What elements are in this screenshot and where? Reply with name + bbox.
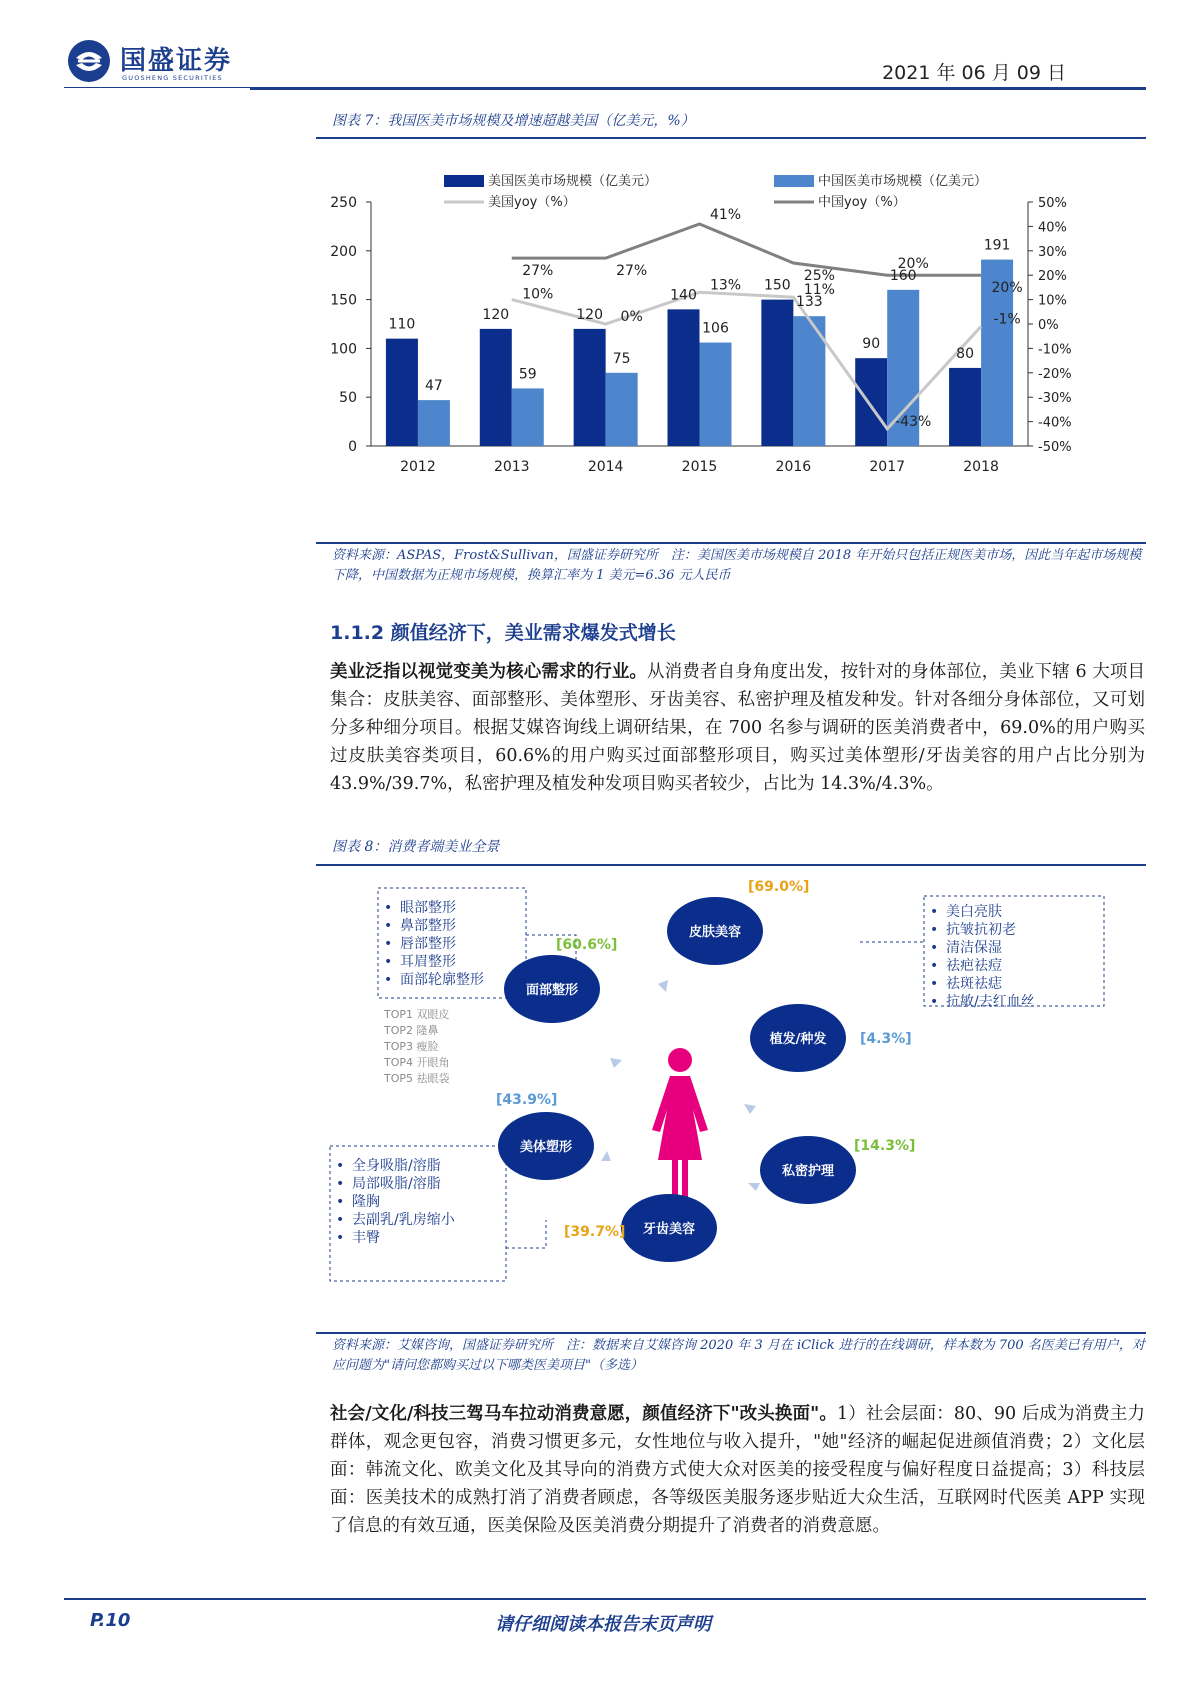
bar-label: 80 — [956, 345, 974, 362]
left-tick-label: 0 — [348, 439, 357, 455]
list-item: 丰臀 — [352, 1230, 380, 1246]
top-item: TOP3 瘦脸 — [384, 1040, 439, 1053]
bar-us — [480, 329, 512, 446]
header-rule-left — [64, 87, 250, 88]
list-bullet: • — [930, 904, 939, 920]
top-item: TOP1 双眼皮 — [384, 1008, 450, 1021]
beauty-industry-diagram — [318, 880, 1148, 1330]
arrow-icon — [744, 1104, 756, 1114]
list-bullet: • — [930, 922, 939, 938]
legend-label-us-yoy: 美国yoy（%） — [488, 195, 576, 210]
list-bullet: • — [384, 954, 393, 970]
line-label: -43% — [895, 413, 932, 430]
right-tick-label: 10% — [1038, 293, 1067, 309]
paragraph-1-body: 从消费者自身角度出发，按针对的身体部位，美业下辖 6 大项目集合：皮肤美容、面部整形、美体塑形、牙齿美容、私密护理及植发种发。针对各细分身体部位，又可划分多种细分项目。根据艾媒咨询线上调研结果，在 700 名参与调研的医美消费者中，69.0%的用户购买过皮肤美容类项目，60.6%的用户购买过面部整形项目，购买过美体塑形/牙齿美容的用户占比分别为 43.9%/39.7%，私密护理及植发种发项目购买者较少，占比为 14.3%/4.3%。 — [330, 662, 1145, 794]
list-item: 眼部整形 — [400, 900, 456, 916]
bar-label: 110 — [388, 316, 416, 333]
list-bullet: • — [384, 972, 393, 988]
list-item: 清洁保湿 — [946, 940, 1002, 956]
node-label: 牙齿美容 — [642, 1222, 696, 1237]
paragraph-2-lead: 社会/文化/科技三驾马车拉动消费意愿，颜值经济下"改头换面"。 — [330, 1404, 837, 1424]
bar-us — [761, 300, 793, 446]
bar-label: 90 — [862, 336, 881, 353]
section-heading: 1.1.2 颜值经济下，美业需求爆发式增长 — [330, 622, 676, 644]
left-tick-label: 200 — [330, 243, 357, 260]
bar-us — [949, 368, 981, 446]
logo-mark-icon — [66, 38, 112, 84]
right-tick-label: 0% — [1038, 318, 1059, 333]
node-label: 美体塑形 — [519, 1140, 573, 1155]
list-bullet: • — [930, 976, 939, 992]
list-item: 局部吸脂/溶脂 — [352, 1176, 441, 1192]
line-label: 11% — [803, 282, 835, 299]
bar-label: 160 — [889, 267, 917, 284]
node-label: 私密护理 — [781, 1164, 835, 1179]
header-rule — [250, 87, 1146, 90]
line-label: 25% — [803, 268, 835, 284]
line-label: 10% — [522, 286, 554, 303]
bar-label: 75 — [612, 350, 631, 367]
top-item: TOP4 开眼角 — [384, 1056, 450, 1069]
figure8-caption: 图表 8：消费者端美业全景 — [332, 839, 500, 855]
chart-legend — [444, 173, 987, 210]
line-label: 0% — [620, 309, 643, 325]
figure7-top-rule — [316, 137, 1146, 139]
bar-label: 140 — [670, 287, 697, 304]
list-bullet: • — [336, 1230, 345, 1246]
body-items-list — [336, 1157, 456, 1246]
logo-name: 国盛证券 — [120, 46, 233, 76]
list-bullet: • — [930, 958, 939, 974]
bar-label: 120 — [576, 306, 604, 323]
skin-items-list — [930, 903, 1035, 1010]
bar-label: 47 — [425, 378, 443, 395]
bar-label: 191 — [983, 237, 1011, 254]
list-bullet: • — [336, 1212, 345, 1228]
x-tick-label: 2018 — [963, 459, 999, 475]
node-label: 面部整形 — [525, 983, 579, 998]
body-connector — [506, 1220, 546, 1248]
paragraph-1-lead: 美业泛指以视觉变美为核心需求的行业。 — [330, 662, 648, 682]
bar-label: 133 — [795, 294, 823, 311]
list-bullet: • — [336, 1158, 345, 1174]
list-item: 美白亮肤 — [946, 904, 1002, 920]
x-tick-label: 2014 — [587, 459, 624, 475]
node-percent: [39.7%] — [564, 1224, 626, 1240]
bar-label: 59 — [518, 366, 537, 383]
right-tick-label: -10% — [1038, 342, 1072, 358]
left-tick-label: 50 — [339, 390, 357, 407]
right-tick-label: 30% — [1038, 244, 1067, 260]
figure7-source: 资料来源：ASPAS，Frost&Sullivan，国盛证券研究所 注：美国医美市场规模自 2018 年开始只包括正规医美市场，因此当年起市场规模下降，中国数据为正规市场规模，换算汇率为 1 美元=6.36 元人民币 — [332, 548, 1142, 583]
figure8-bottom-rule — [316, 1332, 1146, 1334]
line-label: 41% — [709, 206, 742, 223]
line-label: 20% — [897, 256, 929, 273]
list-item: 隆胸 — [352, 1194, 380, 1210]
arrow-icon — [748, 1183, 760, 1191]
bar-us — [855, 358, 887, 446]
left-tick-label: 100 — [330, 341, 357, 358]
list-item: 去副乳/乳房缩小 — [352, 1212, 455, 1228]
node-label: 皮肤美容 — [688, 925, 742, 940]
right-tick-label: -40% — [1038, 415, 1072, 431]
list-item: 耳眉整形 — [400, 954, 456, 970]
list-bullet: • — [930, 940, 939, 956]
list-item: 祛斑祛痣 — [946, 976, 1002, 992]
logo-subtitle: GUOSHENG SECURITIES — [122, 74, 223, 82]
node-label: 植发/种发 — [769, 1032, 827, 1047]
footer-disclaimer: 请仔细阅读本报告末页声明 — [495, 1614, 711, 1635]
top-item: TOP5 祛眼袋 — [384, 1072, 450, 1085]
left-tick-label: 250 — [330, 195, 357, 211]
bar-cn — [606, 373, 638, 446]
legend-label-cn-size: 中国医美市场规模（亿美元） — [818, 174, 988, 189]
list-item: 面部轮廓整形 — [400, 972, 484, 988]
list-bullet: • — [930, 994, 939, 1010]
list-bullet: • — [384, 918, 393, 934]
top-item: TOP2 隆鼻 — [384, 1024, 439, 1037]
bar-us — [668, 309, 700, 446]
figure8-source: 资料来源：艾媒咨询，国盛证券研究所 注：数据来自艾媒咨询 2020 年 3 月在 iClick 进行的在线调研，样本数为 700 名医美已有用户，对应问题为"请问您都购买过以下哪类医美项目"（多选） — [332, 1338, 1145, 1373]
legend-swatch-cn-size — [774, 175, 814, 187]
list-item: 唇部整形 — [400, 936, 456, 952]
list-item: 抗敏/去红血丝 — [946, 994, 1035, 1010]
line-label: 20% — [991, 280, 1023, 297]
line-label: 27% — [616, 263, 648, 280]
list-bullet: • — [336, 1194, 345, 1210]
right-tick-label: 20% — [1038, 269, 1067, 285]
bar-cn — [512, 388, 544, 446]
line-label: 13% — [709, 277, 742, 294]
x-tick-label: 2016 — [775, 459, 812, 475]
paragraph-1 — [330, 658, 1145, 798]
figure8-top-rule — [316, 864, 1146, 866]
bar-cn — [700, 343, 732, 446]
node-percent: [43.9%] — [496, 1092, 558, 1108]
line-label: -1% — [993, 311, 1021, 328]
left-tick-label: 150 — [330, 292, 357, 309]
legend-label-cn-yoy: 中国yoy（%） — [818, 195, 906, 210]
bar-label: 106 — [702, 320, 729, 337]
x-tick-label: 2013 — [493, 459, 530, 475]
right-tick-label: 50% — [1038, 196, 1067, 211]
right-tick-label: -20% — [1038, 366, 1072, 382]
paragraph-2 — [330, 1400, 1145, 1540]
arrow-icon — [610, 1058, 622, 1068]
report-date: 2021 年 06 月 09 日 — [882, 62, 1066, 84]
list-bullet: • — [384, 936, 393, 952]
paragraph-2-body: 1）社会层面：80、90 后成为消费主力群体，观念更包容，消费习惯更多元，女性地位与收入提升，"她"经济的崛起促进颜值消费；2）文化层面：韩流文化、欧美文化及其导向的消费方式使大众对医美的接受程度与偏好程度日益提高；3）科技层面：医美技术的成熟打消了消费者顾虑，各等级医美服务逐步贴近大众生活，互联网时代医美 APP 实现了信息的有效互通，医美保险及医美消费分期提升了消费者的消费意愿。 — [330, 1404, 1145, 1536]
figure7-bottom-rule — [316, 542, 1146, 544]
list-item: 鼻部整形 — [400, 918, 456, 934]
list-item: 抗皱抗初老 — [946, 922, 1016, 938]
x-tick-label: 2017 — [869, 459, 906, 475]
node-percent: [14.3%] — [854, 1138, 916, 1154]
right-tick-label: 40% — [1038, 220, 1067, 236]
bar-us — [574, 329, 606, 446]
bar-label: 150 — [763, 277, 791, 294]
diagram-nodes — [496, 880, 915, 1262]
right-tick-label: -50% — [1038, 440, 1072, 455]
node-percent: [69.0%] — [748, 880, 810, 895]
legend-swatch-us-size — [444, 175, 484, 187]
arrow-icon — [658, 980, 668, 992]
footer-rule — [64, 1598, 1146, 1600]
woman-icon — [652, 1048, 708, 1200]
list-item: 祛疤祛痘 — [946, 958, 1002, 974]
list-item: 全身吸脂/溶脂 — [352, 1158, 441, 1174]
market-size-chart — [316, 150, 1146, 530]
legend-label-us-size: 美国医美市场规模（亿美元） — [488, 174, 658, 189]
bar-label: 120 — [482, 306, 510, 323]
list-bullet: • — [384, 900, 393, 916]
x-tick-label: 2015 — [681, 459, 718, 475]
top5-list — [383, 1007, 450, 1085]
company-logo — [66, 38, 246, 90]
face-items-list — [384, 899, 484, 988]
figure7-caption: 图表 7：我国医美市场规模及增速超越美国（亿美元，%） — [332, 113, 695, 129]
list-bullet: • — [336, 1176, 345, 1192]
bar-cn — [418, 400, 450, 446]
line-label: 27% — [522, 263, 554, 280]
right-tick-label: -30% — [1038, 391, 1072, 407]
node-percent: [60.6%] — [556, 937, 618, 953]
x-tick-label: 2012 — [400, 459, 436, 475]
page-number: P.10 — [90, 1610, 131, 1631]
node-percent: [4.3%] — [860, 1031, 912, 1047]
bar-us — [386, 339, 418, 446]
arrow-icon — [601, 1151, 611, 1161]
